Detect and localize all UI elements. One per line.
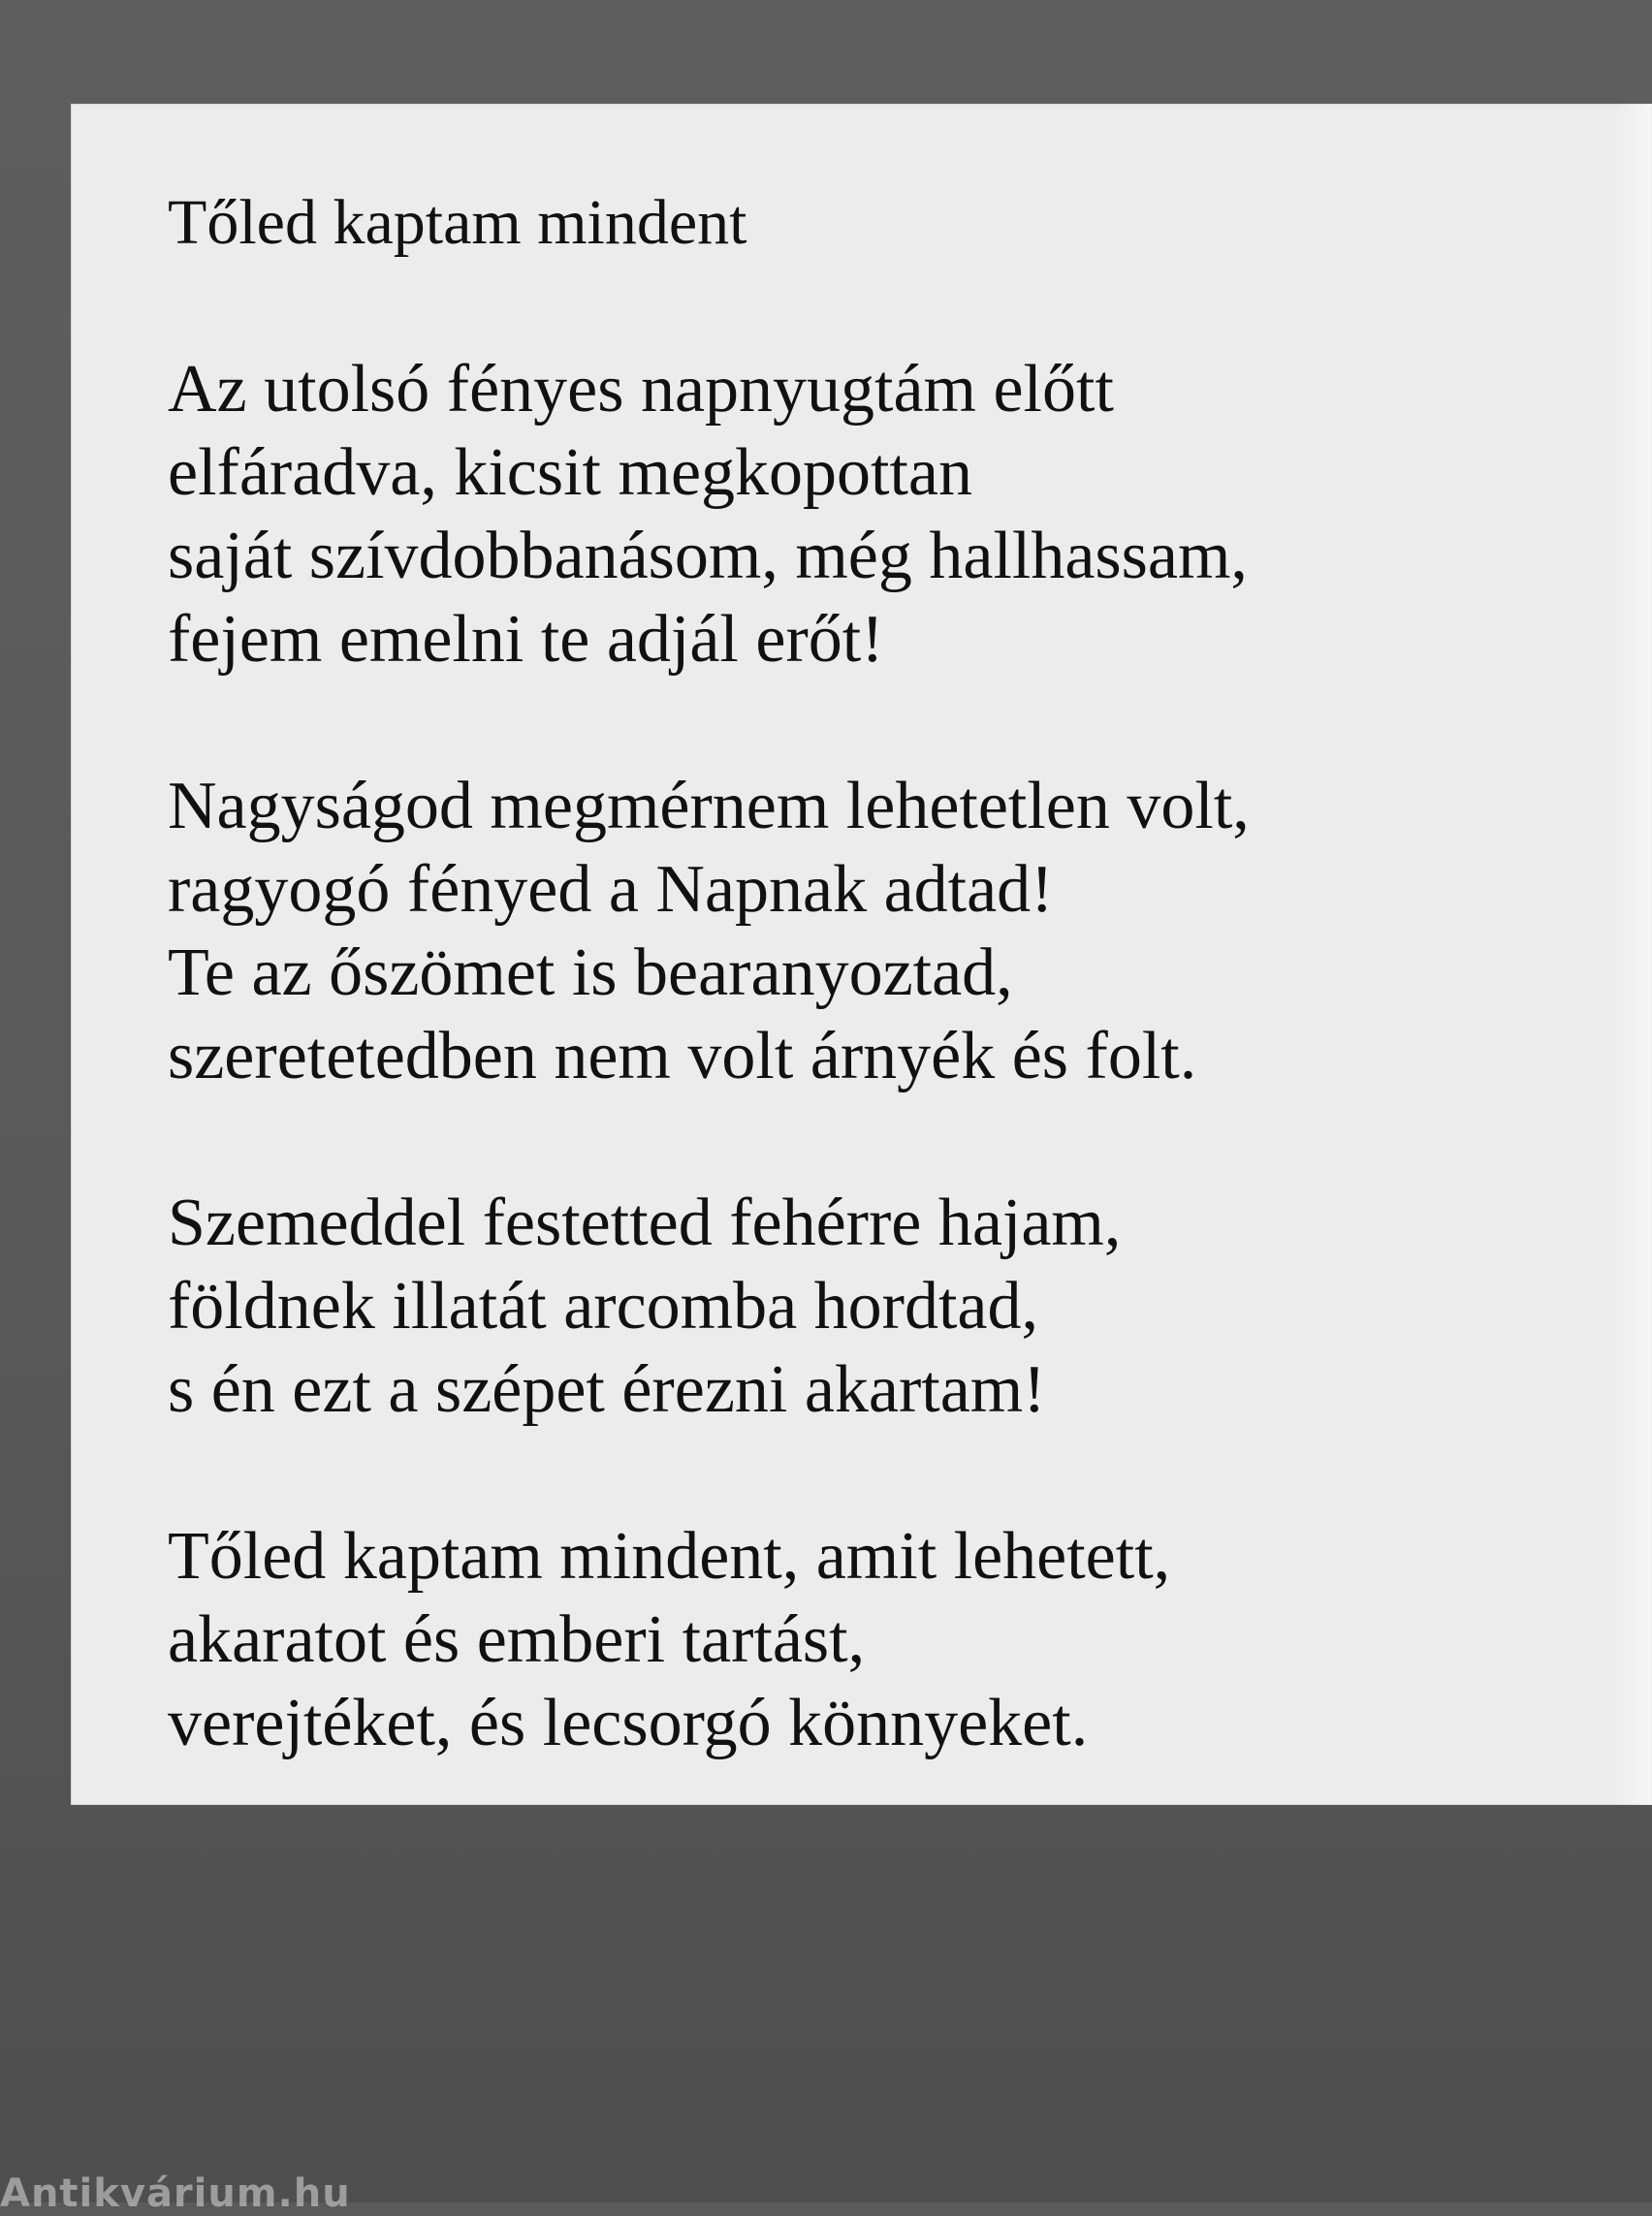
poem-line: akaratot és emberi tartást, (168, 1602, 866, 1677)
stanza-1 (168, 348, 1622, 681)
poem-line: Az utolsó fényes napnyugtám előtt (168, 352, 1114, 427)
poem-line: saját szívdobbanásom, még hallhassam, (168, 519, 1248, 593)
poem-line: Tőled kaptam mindent, amit lehetett, (168, 1519, 1171, 1594)
poem-line: s én ezt a szépet érezni akartam! (168, 1352, 1046, 1427)
poem-line: fejem emelni te adjál erőt! (168, 602, 884, 677)
poem-line: földnek illatát arcomba hordtad, (168, 1269, 1039, 1344)
poem-line: Te az őszömet is bearanyoztad, (168, 935, 1013, 1010)
poem-sheet (71, 104, 1652, 1805)
poem-line: Szemeddel festetted fehérre hajam, (168, 1186, 1122, 1260)
poem-line: szeretetedben nem volt árnyék és folt. (168, 1019, 1197, 1093)
poem (168, 181, 1622, 1765)
poem-title: Tőled kaptam mindent (168, 187, 747, 258)
poem-line: Nagyságod megmérnem lehetetlen volt, (168, 769, 1250, 843)
stanza-2 (168, 765, 1622, 1098)
stanza-4 (168, 1515, 1622, 1765)
poem-line: verejtéket, és lecsorgó könnyeket. (168, 1686, 1089, 1760)
stanza-3 (168, 1182, 1622, 1432)
poem-line: elfáradva, kicsit megkopottan (168, 435, 972, 510)
poem-line: ragyogó fényed a Napnak adtad! (168, 852, 1054, 927)
watermark-text: Antikvárium.hu (0, 2171, 351, 2216)
